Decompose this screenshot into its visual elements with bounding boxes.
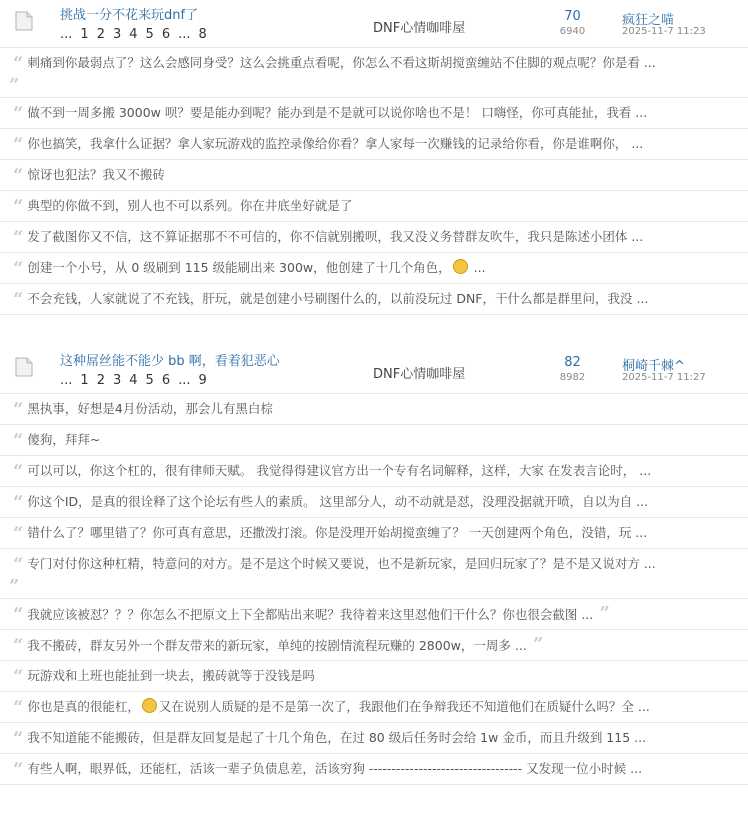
- post-text: 我不知道能不能搬砖，但是群友回复是起了十几个角色，在过 80 级后任务时会给 1w 金币，而且升级到 115 ...: [27, 730, 647, 745]
- post-text-part: ...: [469, 260, 486, 275]
- last-poster-link[interactable]: 疯狂之喵: [622, 13, 675, 28]
- post-snippet[interactable]: [0, 222, 748, 253]
- quote-open-icon: “: [13, 227, 24, 248]
- post-text: 有些人啊，眼界低，还能杠，活该一辈子负债息差，活该穷狗 ---------------------------------- 又发现一位小时候 ...: [27, 761, 643, 776]
- quote-open-icon: “: [13, 165, 24, 186]
- document-icon: [15, 357, 33, 377]
- page-link[interactable]: 9: [198, 373, 207, 388]
- post-snippet[interactable]: [0, 661, 748, 692]
- post-snippet[interactable]: [0, 253, 748, 284]
- quote-open-icon: “: [13, 258, 24, 279]
- post-snippet[interactable]: [0, 518, 748, 549]
- post-text-part: 我不搬砖，群友另外一个群友带来的新玩家，单纯的按剧情流程玩赚的 2800w，一周多 ...: [27, 638, 527, 653]
- thread-header: [0, 346, 748, 394]
- thread-1: [0, 0, 748, 315]
- page-link[interactable]: 5: [145, 27, 154, 42]
- quote-open-icon: “: [13, 399, 24, 420]
- pager-ellipsis: ...: [60, 373, 73, 388]
- post-snippet[interactable]: [0, 284, 748, 315]
- post-text-part: 我就应该被怼？？？你怎么不把原文上下全都贴出来呢？我待着来这里怼他们干什么？你也很会截图 ...: [27, 607, 594, 622]
- quote-open-icon: “: [13, 134, 24, 155]
- post-text: 错什么了？哪里错了？你可真有意思，还撒泼打滚。你是没理开始胡搅蛮缠了？ 一天创建两个角色，没错，玩 ...: [27, 525, 648, 540]
- quote-open-icon: “: [13, 759, 24, 780]
- thread-header: [0, 0, 748, 48]
- quote-open-icon: “: [13, 430, 24, 451]
- quote-open-icon: “: [13, 697, 24, 718]
- thread-pager: [60, 373, 215, 388]
- post-text: 你也搞笑，我拿什么证据？拿人家玩游戏的监控录像给你看？拿人家每一次赚钱的记录给你看，你是谁啊你， ...: [27, 136, 644, 151]
- reply-count[interactable]: 82: [564, 355, 581, 370]
- view-count: 6940: [559, 26, 586, 37]
- post-snippet[interactable]: [0, 754, 748, 785]
- post-text: 专门对付你这种杠精，特意问的对方。是不是这个时候又要说，也不是新玩家，是回归玩家了？是不是又说对方 ...: [27, 556, 656, 571]
- post-text: 可以可以，你这个杠的，很有律师天赋。 我觉得得建议官方出一个专有名词解释，这样，大家 在发表言论时， ...: [27, 463, 652, 478]
- post-text: 傻狗，拜拜~: [27, 432, 101, 447]
- page-link[interactable]: 3: [112, 373, 122, 388]
- post-snippet[interactable]: [0, 549, 748, 599]
- quote-open-icon: “: [13, 728, 24, 749]
- quote-close-icon: ”: [593, 603, 610, 624]
- post-text: 惊讶也犯法？我又不搬砖: [27, 167, 165, 182]
- post-snippet[interactable]: [0, 630, 748, 661]
- quote-open-icon: “: [13, 666, 24, 687]
- quote-open-icon: “: [13, 53, 24, 74]
- post-text-part: 又在说别人质疑的是不是第一次了，我跟他们在争辩我还不知道他们在质疑什么吗？全 ...: [158, 699, 650, 714]
- quote-close-icon: ”: [526, 634, 544, 655]
- view-count: 8982: [559, 372, 586, 383]
- thread-2: [0, 346, 748, 785]
- page-link[interactable]: 6: [161, 27, 171, 42]
- post-text: 你这个ID，是真的很诠释了这个论坛有些人的素质。 这里部分人，动不动就是怼，没理没据就开喷，自以为自 ...: [27, 494, 649, 509]
- quote-open-icon: “: [13, 492, 24, 513]
- quote-open-icon: “: [13, 103, 24, 124]
- pager-ellipsis: ...: [178, 27, 191, 42]
- grin-emoji-icon: [453, 259, 468, 274]
- post-text: 做不到一周多搬 3000w 呗？要是能办到呢？能办到是不是就可以说你啥也不是！ 口嗨怪，你可真能扯，我看 ...: [27, 105, 648, 120]
- thread-pager: [60, 27, 215, 42]
- quote-open-icon: “: [13, 635, 24, 656]
- post-text: 发了截图你又不信，这不算证据那不不可信的，你不信就别搬呗，我又没义务替群友吹牛，我只是陈述小团体 ...: [27, 229, 644, 244]
- page-link[interactable]: 1: [80, 27, 89, 42]
- quote-close-icon: ”: [9, 576, 20, 597]
- quote-open-icon: “: [13, 523, 24, 544]
- thread-title-link[interactable]: 挑战一分不花来玩dnf了: [60, 8, 199, 23]
- post-snippet[interactable]: [0, 456, 748, 487]
- page-link[interactable]: 8: [198, 27, 207, 42]
- post-snippet[interactable]: [0, 129, 748, 160]
- pager-ellipsis: ...: [178, 373, 191, 388]
- page-link[interactable]: 4: [129, 373, 138, 388]
- post-text: 玩游戏和上班也能扯到一块去，搬砖就等于没钱是吗: [27, 668, 315, 683]
- page-link[interactable]: 2: [96, 373, 105, 388]
- post-text: 典型的你做不到，别人也不可以系列。你在井底坐好就是了: [27, 198, 353, 213]
- post-snippet[interactable]: [0, 98, 748, 129]
- page-link[interactable]: 4: [129, 27, 138, 42]
- forum-link[interactable]: DNF心情咖啡屋: [373, 21, 466, 36]
- quote-open-icon: “: [13, 461, 24, 482]
- post-text-part: 创建一个小号，从 0 级刷到 115 级能刷出来 300w，他创建了十几个角色，: [27, 260, 451, 275]
- thread-title-link[interactable]: 这种屌丝能不能少 bb 啊，看着犯恶心: [60, 354, 280, 369]
- post-text: 黑执事，好想是4月份活动，那会儿有黑白棕: [27, 401, 273, 416]
- quote-open-icon: “: [13, 604, 24, 625]
- post-text: 不会充钱，人家就说了不充钱，肝玩，就是创建小号刷图什么的，以前没玩过 DNF，干什么都是群里问，我没 ...: [27, 291, 649, 306]
- quote-close-icon: ”: [9, 75, 20, 96]
- last-poster-link[interactable]: 桐崎千棘^: [622, 359, 685, 374]
- laugh-emoji-icon: [142, 698, 157, 713]
- post-snippet[interactable]: [0, 425, 748, 456]
- post-text: [27, 256, 485, 280]
- document-icon: [15, 11, 33, 31]
- quote-open-icon: “: [13, 554, 24, 575]
- post-snippet[interactable]: [0, 394, 748, 425]
- page-link[interactable]: 5: [145, 373, 154, 388]
- post-text-part: 你也是真的很能杠，: [27, 699, 140, 714]
- reply-count[interactable]: 70: [564, 9, 581, 24]
- post-snippet[interactable]: [0, 191, 748, 222]
- post-snippet[interactable]: [0, 487, 748, 518]
- post-text: [27, 695, 649, 719]
- page-link[interactable]: 6: [161, 373, 171, 388]
- post-text: [27, 602, 610, 627]
- page-link[interactable]: 1: [80, 373, 89, 388]
- last-post-date: 2025-11-7 11:23: [622, 26, 706, 37]
- pager-ellipsis: ...: [60, 27, 73, 42]
- last-post-date: 2025-11-7 11:27: [622, 372, 706, 383]
- post-text: 刺痛到你最弱点了？这么会感同身受？这么会挑重点看呢，你怎么不看这斯胡搅蛮缠站不住脚的观点呢？你是看 ...: [27, 55, 656, 70]
- post-snippet[interactable]: [0, 723, 748, 754]
- post-snippet[interactable]: [0, 692, 748, 723]
- quote-open-icon: “: [13, 289, 24, 310]
- post-snippet[interactable]: [0, 599, 748, 630]
- quote-open-icon: “: [13, 196, 24, 217]
- post-snippet[interactable]: [0, 160, 748, 191]
- forum-link[interactable]: DNF心情咖啡屋: [373, 367, 466, 382]
- post-text: [27, 633, 543, 658]
- page-link[interactable]: 2: [96, 27, 105, 42]
- post-snippet[interactable]: [0, 48, 748, 98]
- page-link[interactable]: 3: [112, 27, 122, 42]
